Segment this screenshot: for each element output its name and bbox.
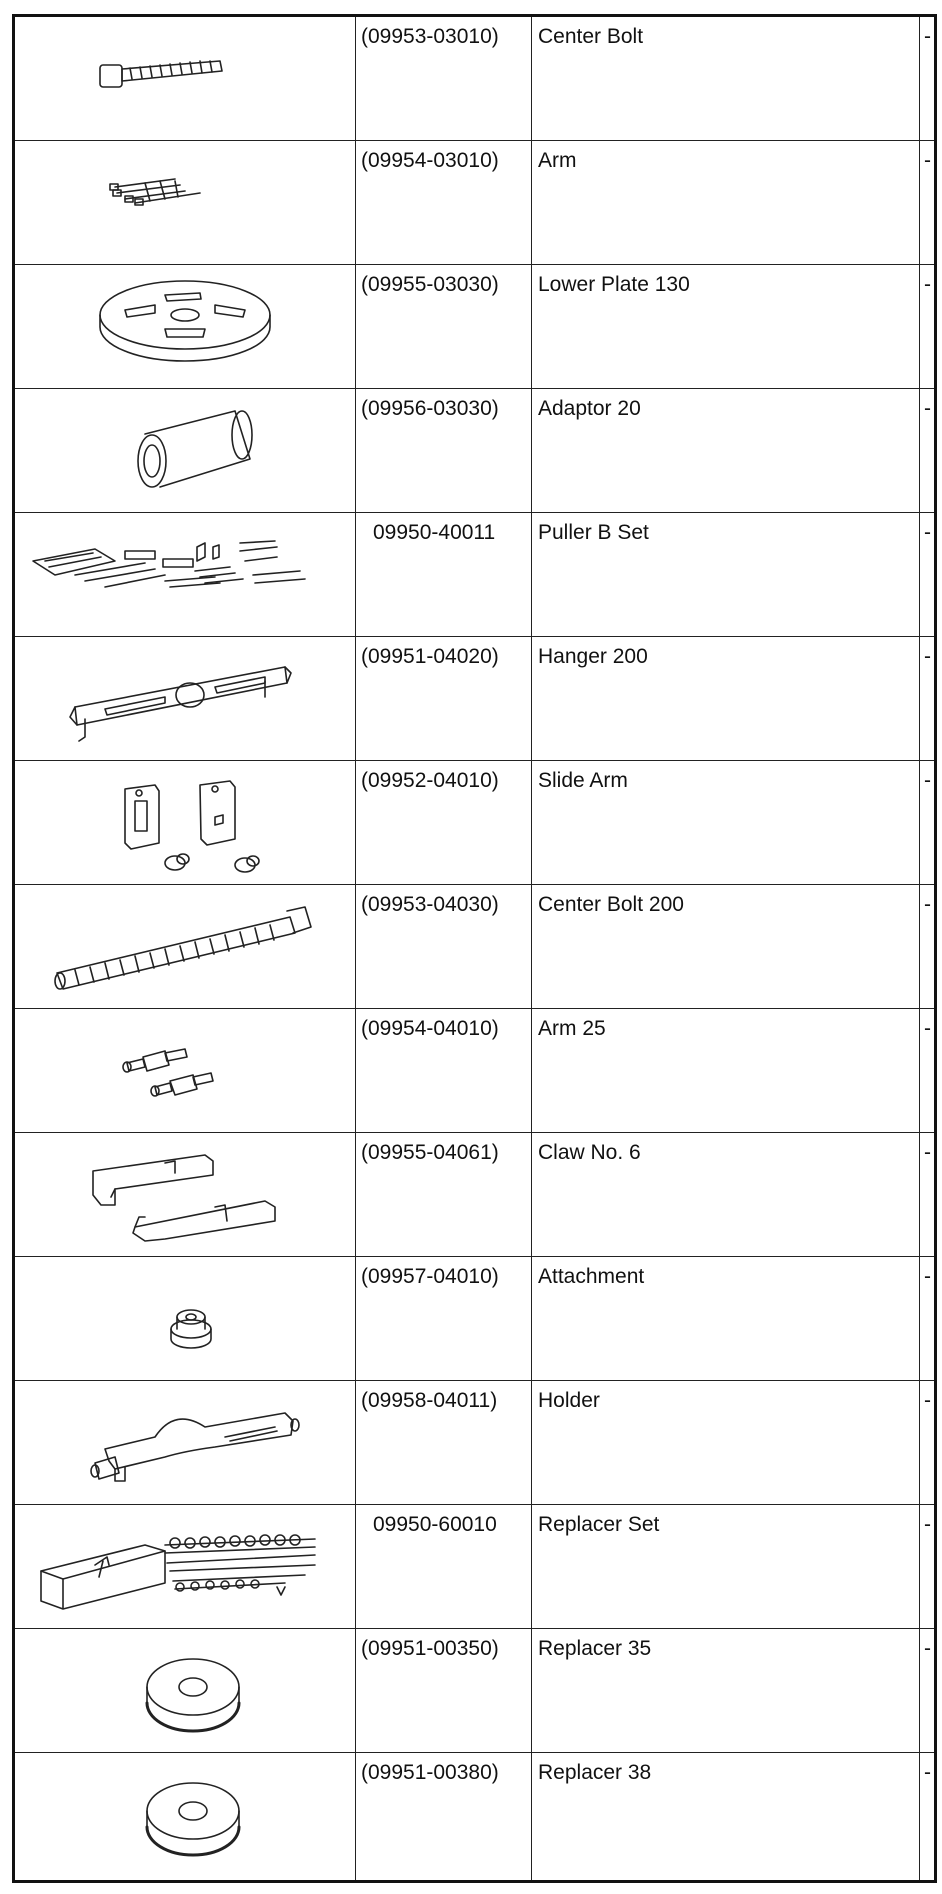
puller-set-icon — [15, 513, 356, 637]
table-row — [15, 1629, 934, 1753]
slide-arm-icon — [15, 761, 356, 885]
table-row — [15, 141, 934, 265]
tool-illustration-cell — [15, 17, 356, 140]
table-row — [15, 1009, 934, 1133]
arm-icon — [15, 141, 356, 265]
note-dash: - — [924, 769, 931, 792]
part-number: (09951-00380) — [361, 1761, 499, 1784]
part-name: Puller B Set — [538, 521, 649, 544]
part-number: 09950-60010 — [373, 1513, 497, 1536]
part-number: (09953-04030) — [361, 893, 499, 916]
tool-illustration-cell — [15, 1629, 356, 1752]
table-row — [15, 17, 934, 141]
tool-illustration-cell — [15, 885, 356, 1008]
table-row — [15, 1505, 934, 1629]
note-dash: - — [924, 1513, 931, 1536]
replacer-icon — [15, 1753, 356, 1877]
note-dash: - — [924, 273, 931, 296]
note-dash: - — [924, 1265, 931, 1288]
table-row — [15, 637, 934, 761]
part-name: Claw No. 6 — [538, 1141, 641, 1164]
part-name: Adaptor 20 — [538, 397, 641, 420]
center-bolt-long-icon — [15, 885, 356, 1009]
table-row — [15, 1381, 934, 1505]
part-number: (09956-03030) — [361, 397, 499, 420]
part-number: (09951-00350) — [361, 1637, 499, 1660]
note-dash: - — [924, 1389, 931, 1412]
replacer-icon — [15, 1629, 356, 1753]
part-name: Holder — [538, 1389, 600, 1412]
note-dash: - — [924, 25, 931, 48]
table-row — [15, 885, 934, 1009]
table-row — [15, 761, 934, 885]
part-number: (09954-04010) — [361, 1017, 499, 1040]
note-dash: - — [924, 1141, 931, 1164]
part-number: (09954-03010) — [361, 149, 499, 172]
center-bolt-icon — [15, 17, 356, 141]
tool-illustration-cell — [15, 637, 356, 760]
part-name: Replacer 35 — [538, 1637, 652, 1660]
special-tools-table — [12, 14, 937, 1883]
part-name: Slide Arm — [538, 769, 628, 792]
part-number: (09958-04011) — [361, 1389, 498, 1412]
tool-illustration-cell — [15, 1505, 356, 1628]
claw-icon — [15, 1133, 356, 1257]
part-number: (09955-04061) — [361, 1141, 499, 1164]
tool-illustration-cell — [15, 389, 356, 512]
note-dash: - — [924, 149, 931, 172]
part-number: (09951-04020) — [361, 645, 499, 668]
part-name: Arm — [538, 149, 577, 172]
part-name: Center Bolt 200 — [538, 893, 684, 916]
note-dash: - — [924, 397, 931, 420]
tool-illustration-cell — [15, 265, 356, 388]
part-name: Hanger 200 — [538, 645, 648, 668]
part-name: Lower Plate 130 — [538, 273, 690, 296]
replacer-set-icon — [15, 1505, 356, 1629]
table-row — [15, 1257, 934, 1381]
hanger-icon — [15, 637, 356, 761]
tool-illustration-cell — [15, 761, 356, 884]
table-row — [15, 265, 934, 389]
table-row — [15, 389, 934, 513]
note-dash: - — [924, 1637, 931, 1660]
table-row — [15, 1753, 934, 1880]
tool-illustration-cell — [15, 1381, 356, 1504]
table-row — [15, 1133, 934, 1257]
note-dash: - — [924, 893, 931, 916]
holder-icon — [15, 1381, 356, 1505]
part-name: Arm 25 — [538, 1017, 606, 1040]
part-name: Replacer Set — [538, 1513, 660, 1536]
tool-illustration-cell — [15, 1133, 356, 1256]
note-dash: - — [924, 521, 931, 544]
part-number: (09953-03010) — [361, 25, 499, 48]
part-name: Replacer 38 — [538, 1761, 652, 1784]
part-number: (09957-04010) — [361, 1265, 499, 1288]
part-name: Attachment — [538, 1265, 645, 1288]
part-name: Center Bolt — [538, 25, 644, 48]
part-number: 09950-40011 — [373, 521, 496, 544]
note-dash: - — [924, 1017, 931, 1040]
tool-illustration-cell — [15, 1009, 356, 1132]
arm-pair-icon — [15, 1009, 356, 1133]
attachment-icon — [15, 1257, 356, 1381]
tool-illustration-cell — [15, 141, 356, 264]
part-number: (09955-03030) — [361, 273, 499, 296]
table-row — [15, 513, 934, 637]
tool-illustration-cell — [15, 513, 356, 636]
tool-illustration-cell — [15, 1753, 356, 1880]
note-dash: - — [924, 645, 931, 668]
tool-illustration-cell — [15, 1257, 356, 1380]
adaptor-icon — [15, 389, 356, 513]
lower-plate-icon — [15, 265, 356, 389]
note-dash: - — [924, 1761, 931, 1784]
part-number: (09952-04010) — [361, 769, 499, 792]
